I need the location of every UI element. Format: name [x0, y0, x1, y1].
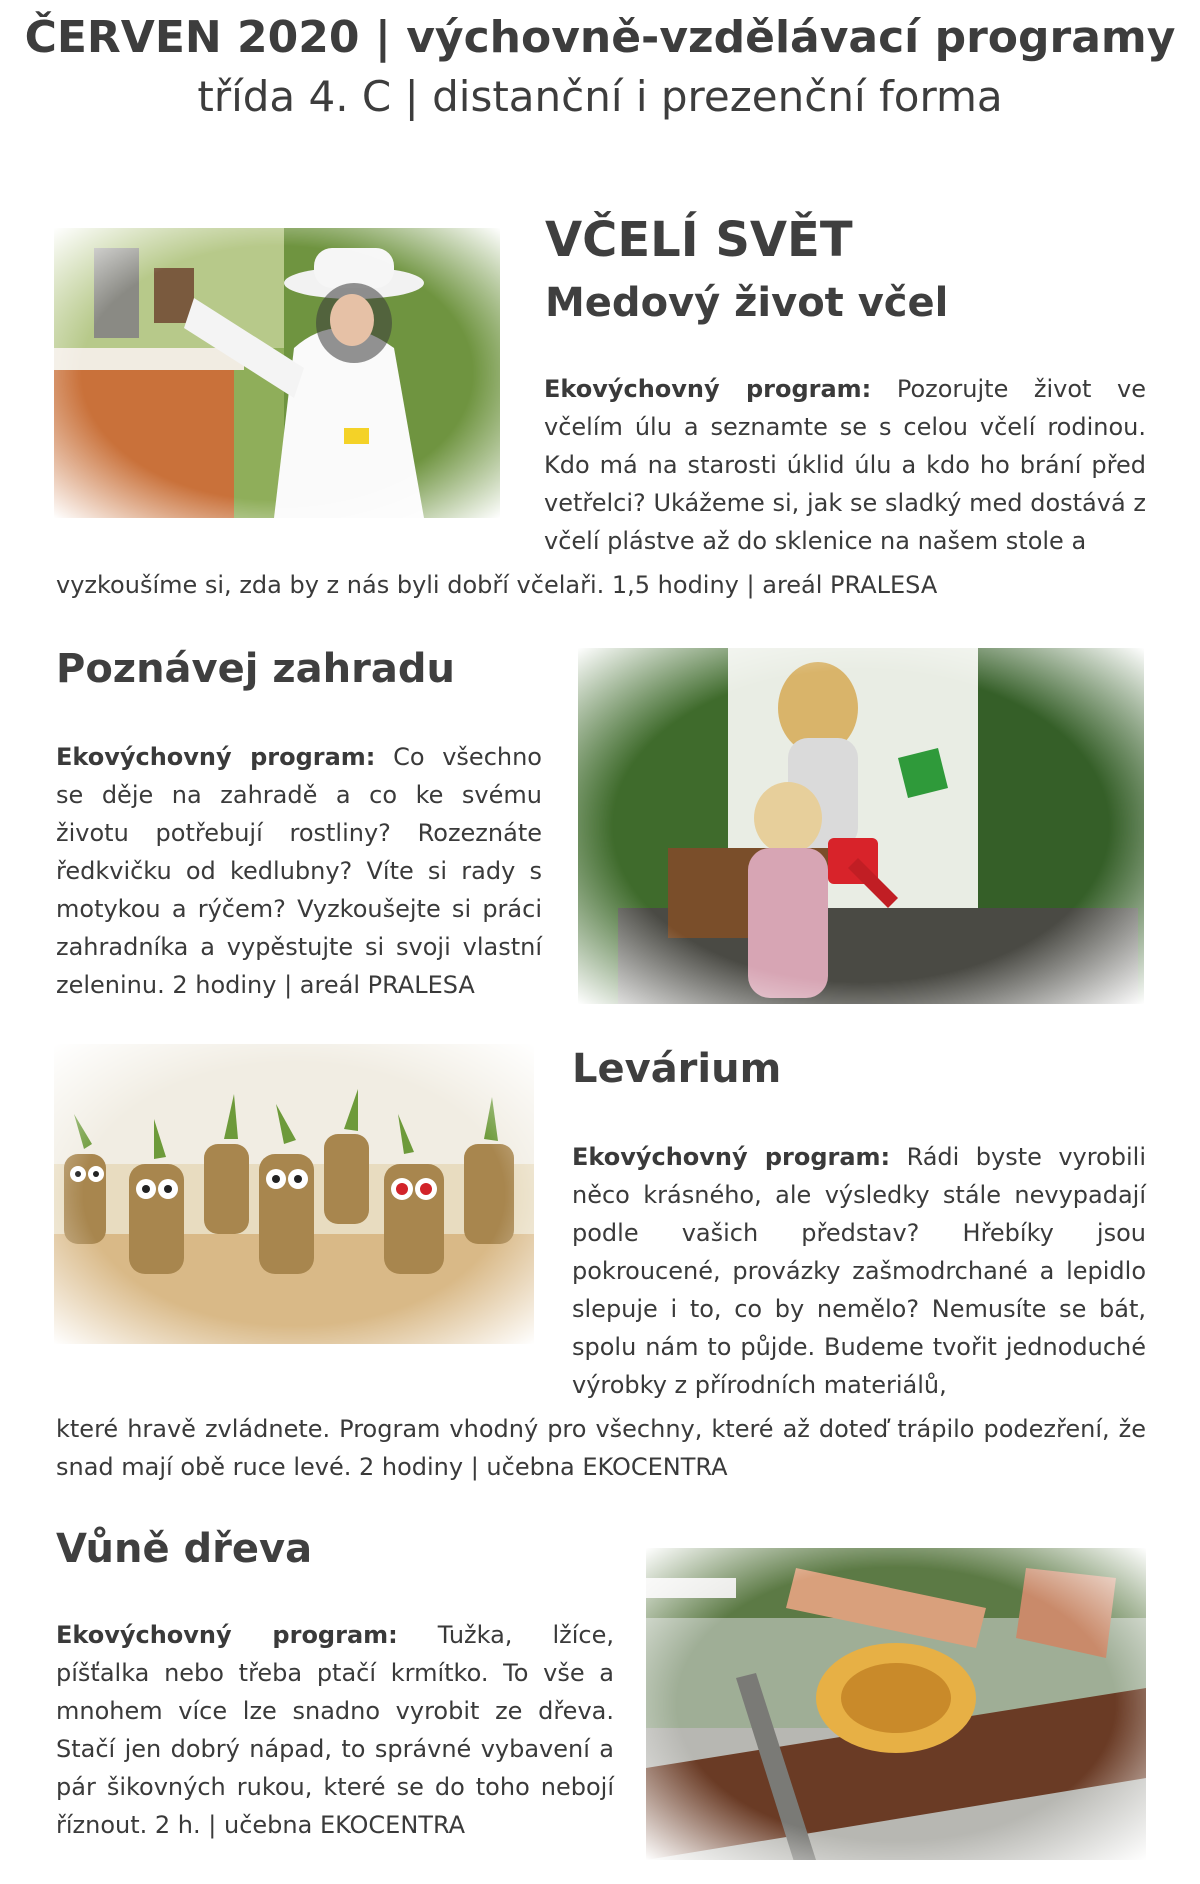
- section-1-tail: vyzkoušíme si, zda by z nás byli dobří včelaři. 1,5 hodiny | areál PRALESA: [56, 571, 938, 599]
- section-3-description: [572, 1138, 1146, 1404]
- garden-photo: [578, 648, 1144, 1004]
- section-4-text: Tužka, lžíce, píšťalka nebo třeba ptačí krmítko. To vše a mnohem více lze snadno vyrobit ze dřeva. Stačí jen dobrý nápad, to správné vybavení a pár šikovných rukou, které se do toho nebojí říznout. 2 h. | učebna EKOCENTRA: [56, 1621, 614, 1839]
- section-2-description: [56, 738, 542, 1004]
- wood-carving-photo: [646, 1548, 1146, 1860]
- section-1-subtitle: Medový život včel: [545, 280, 949, 326]
- section-1-text: Pozorujte život ve včelím úlu a seznamte se s celou včelí rodinou. Kdo má na starosti úklid úlu a kdo ho brání před vetřelci? Ukážeme si, jak se sladký med dostává z včelí plástve až do sklenice na našem stole a: [544, 375, 1146, 555]
- section-3-lead: Ekovýchovný program:: [572, 1143, 891, 1171]
- page-header: [0, 10, 1200, 126]
- section-4-description: [56, 1616, 614, 1844]
- section-1-title: VČELÍ SVĚT: [545, 212, 853, 268]
- section-2-lead: Ekovýchovný program:: [56, 743, 376, 771]
- page-subtitle: třída 4. C | distanční i prezenční forma: [197, 72, 1003, 121]
- section-2-text: Co všechno se děje na zahradě a co ke svému životu potřebují rostliny? Rozeznáte ředkvičku od kedlubny? Víte si rady s motykou a rýčem? Vyzkoušejte si práci zahradníka a vypěstujte si svoji vlastní zeleninu. 2 hodiny | areál PRALESA: [56, 743, 542, 999]
- section-3-text: Rádi byste vyrobili něco krásného, ale výsledky stále nevypadají podle vašich představ? Hřebíky jsou pokroucené, provázky zašmodrchané a lepidlo slepuje i to, co by nemělo? Nemusíte se bát, spolu nám to půjde. Budeme tvořit jednoduché výrobky z přírodních materiálů,: [572, 1143, 1146, 1399]
- beekeeper-photo: [54, 228, 500, 518]
- section-4-lead: Ekovýchovný program:: [56, 1621, 398, 1649]
- section-2-title: Poznávej zahradu: [56, 646, 455, 692]
- section-3-title: Levárium: [572, 1046, 782, 1092]
- page-title: ČERVEN 2020 | výchovně-vzdělávací programy: [24, 12, 1176, 63]
- section-1-description: [544, 370, 1146, 560]
- section-3-tail: které hravě zvládnete. Program vhodný pro všechny, které až doteď trápilo podezření, že snad mají obě ruce levé. 2 hodiny | učebna EKOCENTRA: [56, 1415, 1146, 1481]
- section-1-lead: Ekovýchovný program:: [544, 375, 872, 403]
- owls-craft-photo: [54, 1044, 534, 1344]
- section-4-title: Vůně dřeva: [56, 1526, 313, 1572]
